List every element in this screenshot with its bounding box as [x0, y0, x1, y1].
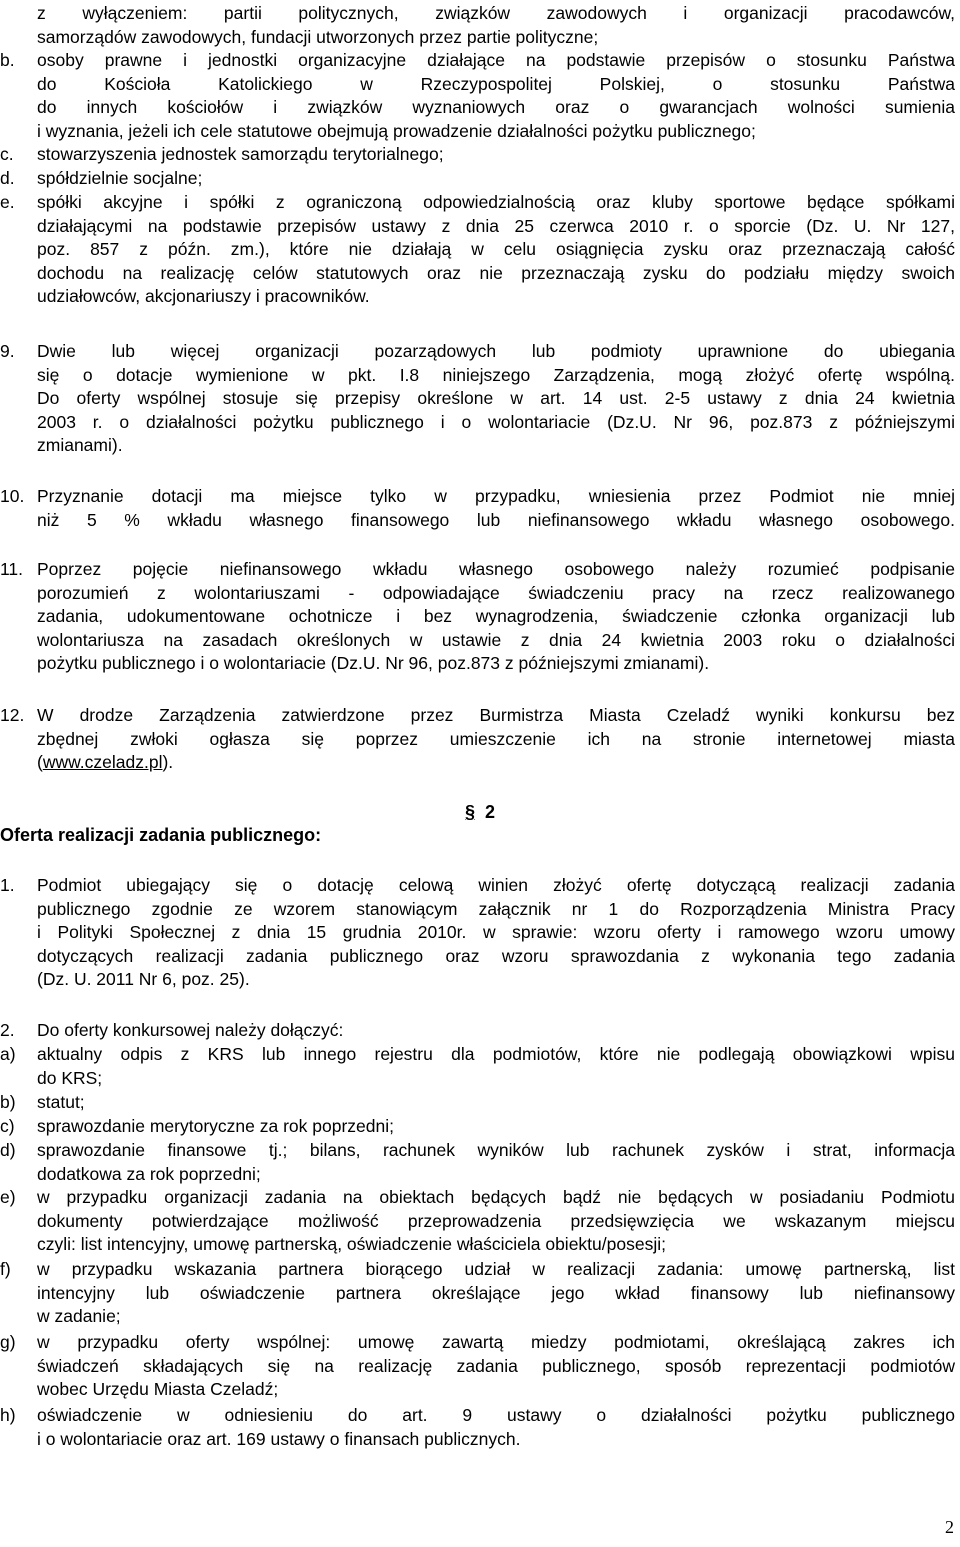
- paren-close: ).: [162, 752, 174, 773]
- text-line: intencyjny lub oświadczenie partnera określające jego wkład finansowy lub niefinansowy: [37, 1282, 955, 1303]
- text-line: W drodze Zarządzenia zatwierdzone przez Burmistrza Miasta Czeladź wyniki konkursu bez: [37, 705, 955, 725]
- text-line: sprawozdanie merytoryczne za rok poprzedni;: [37, 1116, 394, 1136]
- list-marker: c): [0, 1116, 15, 1136]
- text-line: spółki akcyjne i spółki z ograniczoną odpowiedzialnością oraz kluby sportowe będące spółkami: [37, 192, 955, 212]
- list-marker: g): [0, 1332, 16, 1352]
- attachment-c: [0, 1115, 955, 1139]
- point-9-block: [0, 340, 955, 458]
- point-number: 11.: [0, 559, 24, 579]
- text-line: sprawozdanie finansowe tj.; bilans, rachunek wyników lub rachunek zysków i strat, informacja: [37, 1140, 955, 1160]
- text-line: w przypadku oferty wspólnej: umowę zawartą miedzy podmiotami, określającą zakres ich: [37, 1332, 955, 1352]
- page-number: 2: [945, 1517, 954, 1537]
- text-line: aktualny odpis z KRS lub innego rejestru dla podmiotów, które nie podlegają obowiązkowi wpisu: [37, 1044, 955, 1064]
- text-line: (Dz. U. 2011 Nr 6, poz. 25).: [37, 969, 250, 990]
- text-line: dodatkowa za rok poprzedni;: [37, 1163, 261, 1184]
- text-line: pożytku publicznego i o wolontariacie (Dz.U. Nr 96, poz.873 z późniejszymi zmianami).: [37, 653, 710, 674]
- text-line: z wyłączeniem: partii politycznych, związków zawodowych i organizacji pracodawców,: [37, 3, 955, 23]
- point-11: [0, 558, 955, 676]
- text-line: wolontariusza na zasadach określonych w ustawie z dnia 24 kwietnia 2003 roku o działalności: [37, 629, 955, 650]
- point-number: 10.: [0, 486, 25, 506]
- offer-point-2: [0, 1019, 955, 1043]
- list-item-e: [0, 191, 955, 309]
- text-line: udziałowców, akcjonariuszy i pracowników.: [37, 286, 370, 307]
- text-line: dochodu na realizację celów statutowych oraz nie przeznaczają zysku do podziału między swoich: [37, 262, 955, 283]
- paren-open: (: [37, 752, 43, 773]
- list-marker: c.: [0, 144, 14, 164]
- attachment-h: [0, 1404, 955, 1451]
- text-line: publicznego zgodnie ze wzorem stanowiącym załącznik nr 1 do Rozporządzenia Ministra Pracy: [37, 898, 955, 919]
- text-line: niż 5 % wkładu własnego finansowego lub niefinansowego wkładu własnego osobowego.: [37, 509, 955, 530]
- attachment-g: [0, 1331, 955, 1402]
- text-line: poz. 857 z późn. zm.), które nie działają w celu osiągnięcia zysku oraz przeznaczają całość: [37, 239, 955, 260]
- list-marker: d): [0, 1140, 16, 1160]
- point-12: [0, 704, 955, 775]
- list-marker: d.: [0, 168, 15, 188]
- text-line: [37, 751, 955, 775]
- list-item-d: [0, 167, 955, 191]
- point-number: 1.: [0, 875, 15, 895]
- list-marker: a): [0, 1044, 16, 1064]
- text-line: się o dotacje wymienione w pkt. I.8 niniejszego Zarządzenia, mogą złożyć ofertę wspólną.: [37, 364, 955, 385]
- list-marker: b.: [0, 50, 15, 70]
- text-line: w zadanie;: [37, 1306, 121, 1327]
- text-line: i wyznania, jeżeli ich cele statutowe obejmują prowadzenie działalności pożytku publicznego;: [37, 120, 756, 141]
- text-line: porozumień z wolontariuszami - odpowiadające świadczeniu pracy na rzecz realizowanego: [37, 582, 955, 603]
- attachment-f: [0, 1258, 955, 1329]
- text-line: Poprzez pojęcie niefinansowego wkładu własnego osobowego należy rozumieć podpisanie: [37, 559, 955, 579]
- text-line: do KRS;: [37, 1067, 103, 1088]
- item-a-continuation: [37, 2, 955, 49]
- text-line: Dwie lub więcej organizacji pozarządowych lub podmioty uprawnione do ubiegania: [37, 341, 955, 361]
- attachment-b: [0, 1091, 955, 1115]
- text-line: wobec Urzędu Miasta Czeladź;: [37, 1379, 279, 1400]
- list-marker: b): [0, 1092, 16, 1112]
- website-link[interactable]: www.czeladz.pl: [42, 752, 163, 773]
- point-number: 12.: [0, 705, 25, 725]
- section-title: Oferta realizacji zadania publicznego:: [0, 825, 322, 845]
- point-10: [0, 485, 955, 532]
- attachment-d: [0, 1139, 955, 1186]
- text-line: zbędnej zwłoki ogłasza się poprzez umieszczenie ich na stronie internetowej miasta: [37, 728, 955, 749]
- offer-point-1: [0, 874, 955, 992]
- text-line: Podmiot ubiegający się o dotację celową winien złożyć ofertę dotyczącą realizacji zadania: [37, 875, 955, 895]
- section-sign: §: [465, 802, 476, 822]
- point-number: 9.: [0, 341, 15, 361]
- text-line: do innych kościołów i związków wyznaniowych oraz o gwarancjach wolności sumienia: [37, 97, 955, 118]
- text-line: Do oferty konkursowej należy dołączyć:: [37, 1020, 344, 1040]
- text-line: stowarzyszenia jednostek samorządu terytorialnego;: [37, 144, 444, 164]
- list-marker: h): [0, 1405, 16, 1425]
- text-line: Do oferty wspólnej stosuje się przepisy określone w art. 14 ust. 2-5 ustawy z dnia 24 kwietnia: [37, 388, 955, 409]
- text-line: zmianami).: [37, 435, 123, 456]
- text-line: oświadczenie w odniesieniu do art. 9 ustawy o działalności pożytku publicznego: [37, 1405, 955, 1425]
- paragraph-mark: [465, 800, 495, 824]
- attachment-e: [0, 1186, 955, 1257]
- point-number: 2.: [0, 1020, 15, 1040]
- text-line: działającymi na podstawie przepisów ustawy z dnia 25 czerwca 2010 r. o sporcie (Dz. U. Nr 127,: [37, 215, 955, 236]
- list-marker: f): [0, 1259, 11, 1279]
- text-line: do Kościoła Katolickiego w Rzeczypospolitej Polskiej, o stosunku Państwa: [37, 73, 955, 94]
- text-line: Przyznanie dotacji ma miejsce tylko w przypadku, wniesienia przez Podmiot nie mniej: [37, 486, 955, 506]
- list-marker: e.: [0, 192, 15, 212]
- text-line: dokumenty potwierdzające możliwość przeprowadzenia przedsięwzięcia we wskazanym miejscu: [37, 1210, 955, 1231]
- list-item-b: [0, 49, 955, 143]
- text-line: i Polityki Społecznej z dnia 15 grudnia 2010r. w sprawie: wzoru oferty i ramowego wzoru umowy: [37, 922, 955, 943]
- text-line: spółdzielnie socjalne;: [37, 168, 203, 188]
- text-line: w przypadku organizacji zadania na obiektach będących bądź nie będących w posiadaniu Podmiotu: [37, 1187, 955, 1207]
- text-line: zadania, udokumentowane ochotnicze i bez wynagrodzenia, świadczenie członka organizacji lub: [37, 606, 955, 627]
- text-line: osoby prawne i jednostki organizacyjne działające na podstawie przepisów o stosunku Państwa: [37, 50, 955, 70]
- text-line: dotyczących realizacji zadania publicznego oraz wzoru sprawozdania z wykonania tego zadania: [37, 945, 955, 966]
- section-number: 2: [485, 802, 496, 822]
- text-line: czyli: list intencyjny, umowę partnerską, oświadczenie właściciela obiektu/posesji;: [37, 1234, 666, 1255]
- text-line: 2003 r. o działalności pożytku publicznego i o wolontariacie (Dz.U. Nr 96, poz.873 z późniejszymi: [37, 411, 955, 432]
- list-marker: e): [0, 1187, 16, 1207]
- list-item-c: [0, 143, 955, 167]
- text-line: w przypadku wskazania partnera biorącego udział w realizacji zadania: umowę partnerską, list: [37, 1259, 955, 1279]
- attachment-a: [0, 1043, 955, 1090]
- text-line: statut;: [37, 1092, 85, 1112]
- text-line: i o wolontariacie oraz art. 169 ustawy o finansach publicznych.: [37, 1428, 521, 1449]
- text-line: świadczeń składających się na realizację zadania publicznego, sposób reprezentacji podmiotów: [37, 1355, 955, 1376]
- text-line: samorządów zawodowych, fundacji utworzonych przez partie polityczne;: [37, 26, 599, 47]
